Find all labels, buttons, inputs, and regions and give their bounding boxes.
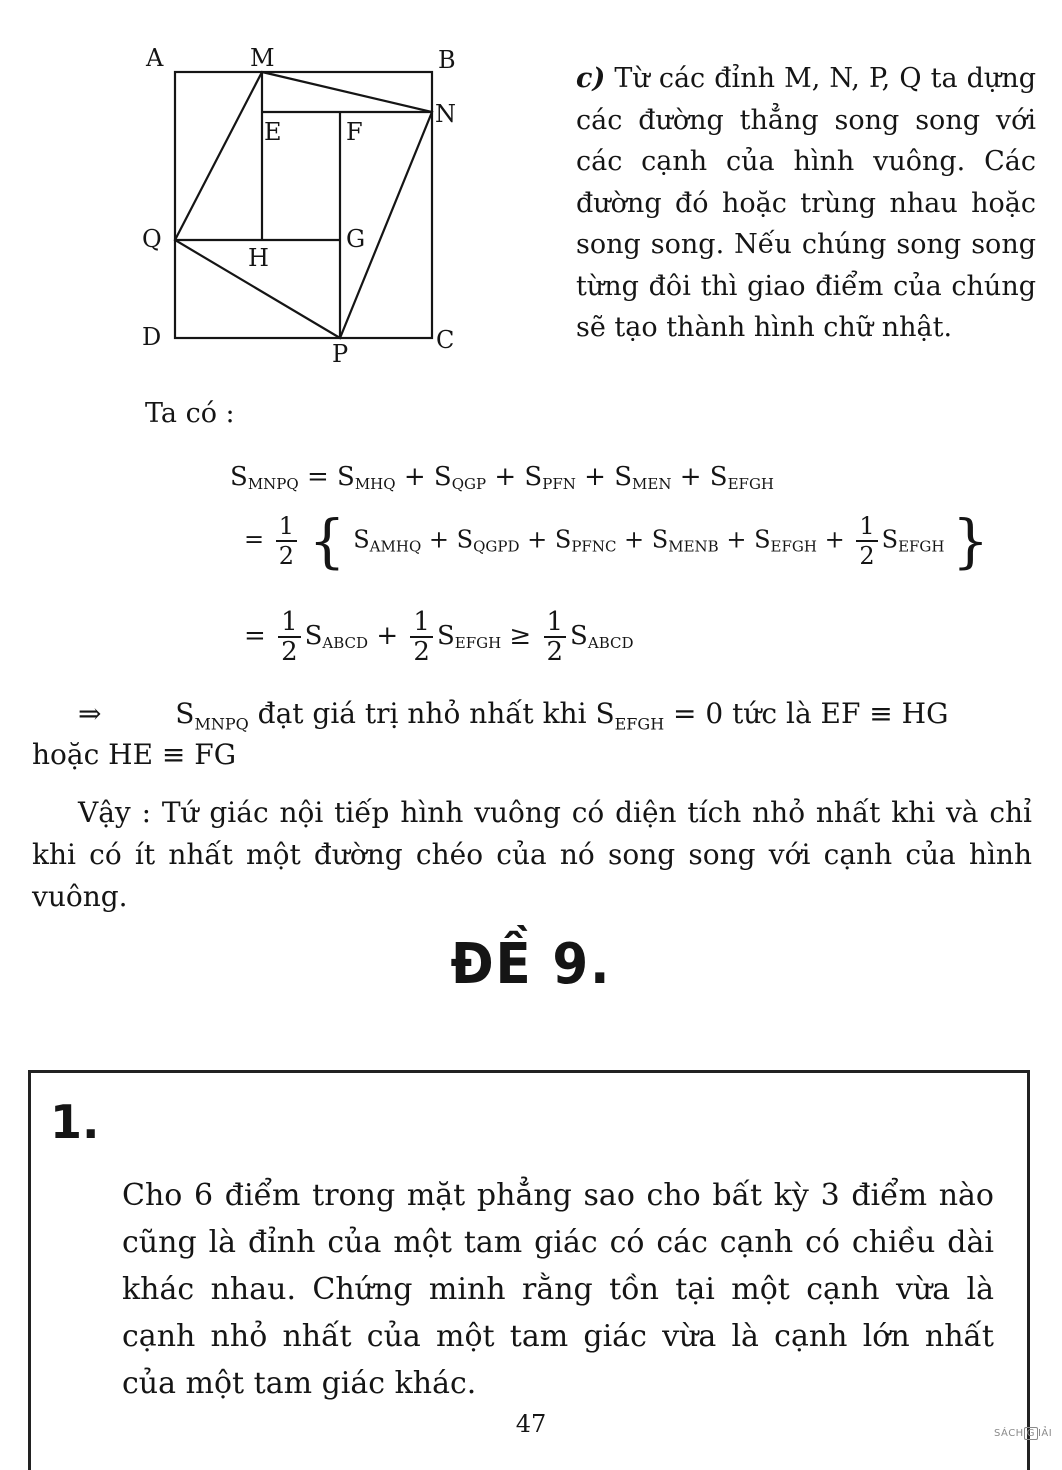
page-number: 47 [515,1410,547,1438]
equation-line-3: = $\frac{1}{2}$ $S_{ABCD}$ + $\frac{1}{2}$ $S_{EFGH}$ ≥ $\frac{1}{2}$ $S_{ABCD}$ [244,607,634,667]
brand-watermark: SÁCH G IẢI [994,1428,1053,1439]
problem-text: Cho 6 điểm trong mặt phẳng sao cho bất kỳ 3 điểm nào cũng là đỉnh của một tam giác có các cạnh có chiều dài khác nhau. Chứng minh rằng tồn tại một cạnh vừa là cạnh nhỏ nhất của một tam giác vừa là cạnh lớn nhất của một tam giác khác. [122,1178,994,1401]
label-c: C [436,326,455,354]
label-p: P [332,340,349,368]
vay-paragraph: Vậy : Tứ giác nội tiếp hình vuông có diện tích nhỏ nhất khi và chỉ khi có ít nhất một đường chéo của nó song song với cạnh của hình vuông. [32,796,1032,913]
label-n: N [435,100,456,128]
part-c-label: c) [576,63,606,94]
part-c-body: Từ các đỉnh M, N, P, Q ta dựng các đường thẳng song song với các cạnh của hình vuông. Các đường đó hoặc trùng nhau hoặc song song. Nếu chúng song song từng đôi thì giao điểm của chúng sẽ tạo thành hình chữ nhật. [576,63,1036,343]
ta-co-label: Ta có : [145,398,235,429]
label-a: A [146,44,164,72]
label-q: Q [142,225,162,253]
equation-line-1: $S_{MNPQ} = S_{MHQ} + S_{QGP} + S_{PFN} + S_{MEN} + S_{EFGH}$ [230,462,775,493]
geometry-figure [130,40,480,370]
problem-number: 1. [50,1095,100,1149]
fraction-half: $\frac{1}{2}$ [278,608,301,666]
fraction-half: $\frac{1}{2}$ [410,608,433,666]
label-e: E [264,118,282,146]
label-m: M [250,44,275,72]
label-d: D [142,323,162,351]
fraction-half: $\frac{1}{2}$ [544,608,567,666]
label-h: H [248,244,269,272]
conclusion-line-2: hoặc HE ≡ FG [32,738,237,771]
conclusion-line-1: ⇒ $S_{MNPQ}$ đạt giá trị nhỏ nhất khi $S_{EFGH} = 0$ tức là EF ≡ HG [78,697,949,734]
label-f: F [346,118,363,146]
label-b: B [438,46,456,74]
equation-line-2: = $\frac{1}{2}$ { $S_{AMHQ} + S_{QGPD} + S_{PFNC} + S_{MENB} + S_{EFGH}$ + $\frac{1}{2}$ $S_{EFGH}$ } [244,507,990,575]
fraction-half: $\frac{1}{2}$ [856,512,877,570]
fraction-half: $\frac{1}{2}$ [276,512,297,570]
section-heading: ĐỀ 9. [450,932,612,997]
label-g: G [346,225,366,253]
part-c-text [576,58,1036,349]
